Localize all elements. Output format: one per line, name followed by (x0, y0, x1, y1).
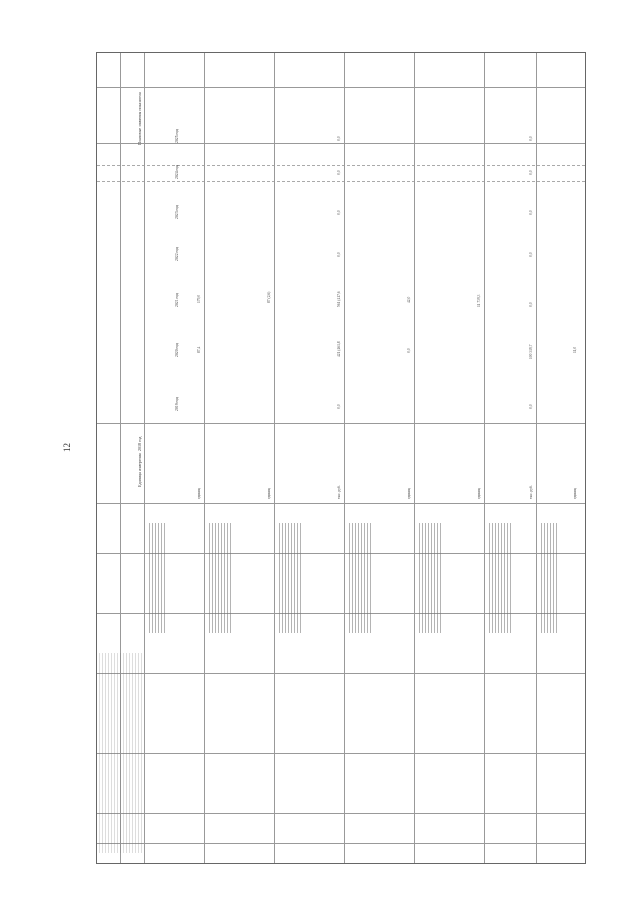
row-4-unit: единиц (407, 487, 411, 499)
row-6-2020: 100 319,7 (529, 344, 533, 359)
row-6-2019: 0,0 (529, 404, 533, 409)
row-3-unit: тыс. руб. (337, 485, 341, 499)
row-2-unit: единиц (267, 487, 271, 499)
row-7-2020: 11,0 (573, 346, 577, 353)
year-2025: 2025 год (175, 129, 179, 143)
row-5-2021: 11 739,3 (477, 294, 481, 307)
row-6-2024: 0,0 (529, 170, 533, 175)
header-planned-values: Плановые значения показателя (137, 92, 142, 145)
year-2023: 2023 год (175, 205, 179, 219)
year-2021: 2021 год (175, 293, 179, 307)
table-row (275, 53, 345, 863)
year-2022: 2022 год (175, 247, 179, 261)
row-3-2022: 0,0 (337, 252, 341, 257)
row-3-2021: 561 (417,6 (337, 291, 341, 307)
table-row (345, 53, 415, 863)
row-6-2021: 0,0 (529, 302, 533, 307)
row-6-2022: 0,0 (529, 252, 533, 257)
row-6-2023: 0,0 (529, 210, 533, 215)
row-4-2021: 42,0 (407, 296, 411, 303)
row-7-unit: единиц (573, 487, 577, 499)
row-3-2023: 0,0 (337, 210, 341, 215)
row-4-2020: 0,0 (407, 348, 411, 353)
header-unit: Единица измерения (137, 453, 142, 487)
row-3-2019: 0,0 (337, 404, 341, 409)
row-1-2020: 87,4 (197, 346, 201, 353)
row-6-unit: тыс. руб. (529, 485, 533, 499)
header-base-year: 2018 год (137, 436, 142, 451)
year-2020: 2020 год (175, 343, 179, 357)
data-table (96, 52, 586, 864)
row-5-unit: единиц (477, 487, 481, 499)
row-2-2021: 87 (2,6) (267, 291, 271, 303)
table-row (415, 53, 485, 863)
row-3-2020: 421 (461,8 (337, 341, 341, 357)
row-1-2021: 179,0 (197, 294, 201, 303)
page-number: 12 (62, 443, 72, 452)
year-2024: 2024 год (175, 165, 179, 179)
row-3-2024: 0,0 (337, 170, 341, 175)
row-6-2025: 0,0 (529, 136, 533, 141)
table-row (205, 53, 275, 863)
row-3-2025: 0,0 (337, 136, 341, 141)
year-2019: 2019 год (175, 397, 179, 411)
row-1-unit: единиц (197, 487, 201, 499)
